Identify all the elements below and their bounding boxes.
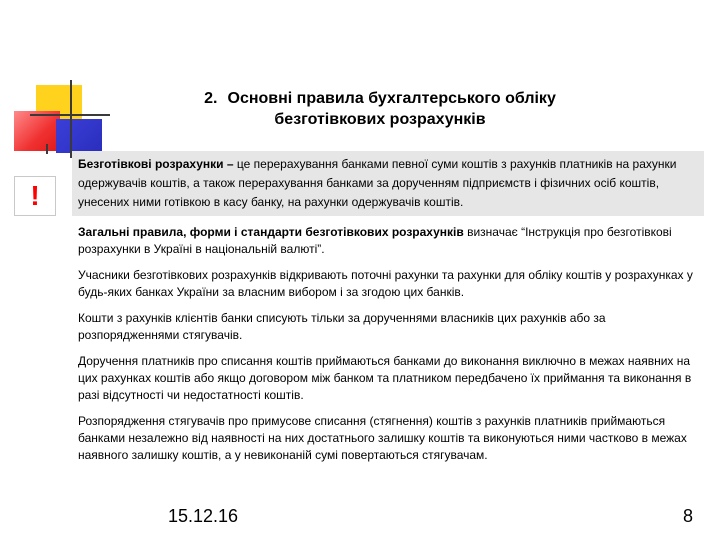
- exclamation-icon: !: [14, 176, 56, 216]
- decor-blue-square: [56, 119, 102, 153]
- paragraph-1-text: визначає “Інструкція про безготівкові розрахунки в Україні в національній валюті”.: [78, 225, 672, 256]
- decor-red-square: [14, 111, 60, 151]
- paragraph-1-bold: Загальні правила, форми і стандарти безготівкових розрахунків: [78, 225, 464, 239]
- definition-text: це перерахування банками певної суми коштів з рахунків платників на рахунки одержувачів коштів, а також перерахування банками за дорученням підприємств і фізичних осіб коштів, унесених ними готівкою в касу банку, на рахунки одержувачів коштів.: [78, 157, 677, 209]
- paragraph-4-text: Доручення платників про списання коштів приймаються банками до виконання виключно в межах наявних на цих рахунках коштів або якщо договором між банком та платником передбачено їх приймання та виконання в разі відсутності чи недостатності коштів.: [78, 354, 692, 402]
- slide-title: [150, 88, 610, 130]
- title-line-2: безготівкових розрахунків: [274, 111, 486, 128]
- title-line-1: [150, 88, 610, 109]
- title-number: 2.: [204, 90, 218, 107]
- decor-short-line: [46, 144, 48, 154]
- decor-vertical-line: [70, 80, 72, 158]
- paragraph-4: [72, 353, 704, 404]
- paragraph-2-text: Учасники безготівкових розрахунків відкривають поточні рахунки та рахунки для обліку коштів у розрахунках у будь-яких банках України за власним вибором і за згодою цих банків.: [78, 268, 693, 299]
- paragraph-3-text: Кошти з рахунків клієнтів банки списують тільки за дорученнями власників цих рахунків або за розпорядженнями стягувачів.: [78, 311, 606, 342]
- footer-date: 15.12.16: [168, 506, 239, 526]
- title-text-1: Основні правила бухгалтерського обліку: [227, 90, 556, 107]
- page-number: 8: [683, 506, 694, 526]
- decor-horizontal-line: [30, 114, 110, 116]
- definition-term: Безготівкові розрахунки –: [78, 157, 234, 171]
- paragraph-5-text: Розпорядження стягувачів про примусове списання (стягнення) коштів з рахунків платників приймаються банками незалежно від наявності на них достатнього залишку коштів та виконуються ними частково в межах наявного залишку коштів, а у невиконаній сумі повертаються стягувачам.: [78, 414, 687, 462]
- paragraph-3: [72, 310, 704, 344]
- paragraph-1: [72, 224, 704, 258]
- paragraph-5: [72, 413, 704, 464]
- definition-block: [72, 151, 704, 216]
- paragraph-2: [72, 267, 704, 301]
- slide-content: [72, 151, 704, 464]
